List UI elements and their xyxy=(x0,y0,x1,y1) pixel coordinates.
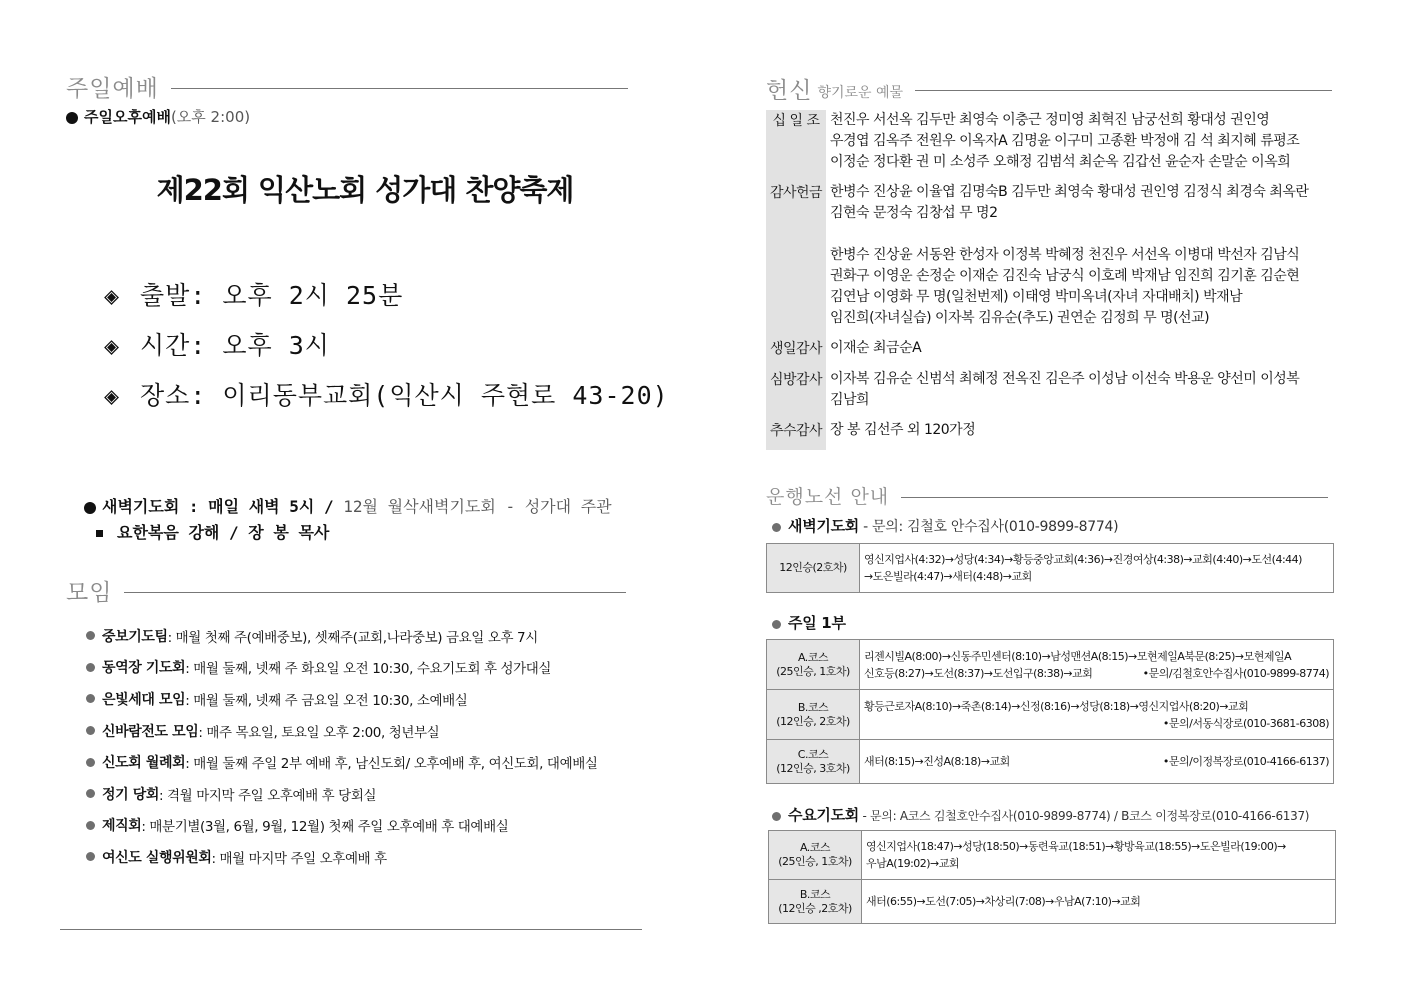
dawn-bus-contact: - 문의: 김철호 안수집사(010-9899-8774) xyxy=(858,519,1119,535)
dawn-bus-header xyxy=(772,515,1118,536)
meeting-detail: : 매월 둘째, 넷째 주 금요일 오전 10:30, 소예배실 xyxy=(185,692,468,709)
route-contact: •문의/이정복장로(010-4166-6137) xyxy=(1162,755,1329,768)
names-line: 이자복 김유순 신범석 최혜정 전옥진 김은주 이성남 이선숙 박용운 양선미 이성복 xyxy=(830,371,1300,387)
sunday-bus-table xyxy=(766,639,1334,784)
table-row xyxy=(769,831,1336,880)
offering-names xyxy=(826,182,1346,329)
names-line: 김남희 xyxy=(830,392,870,408)
list-item xyxy=(86,620,598,652)
route-line: 새터(6:55)→도선(7:05)→차상리(7:08)→우남A(7:10)→교회 xyxy=(866,895,1141,908)
names-line xyxy=(830,224,1346,245)
meetings-section-header xyxy=(66,574,626,607)
route-label xyxy=(767,640,860,690)
meeting-name: 중보기도팀 xyxy=(102,628,168,645)
meeting-name: 동역장 기도회 xyxy=(102,660,186,677)
square-bullet-icon xyxy=(96,530,103,537)
route-vehicle: (25인승, 1호차) xyxy=(776,664,850,678)
route-line xyxy=(864,665,1329,682)
names-line: 천진우 서선옥 김두만 최영숙 이충근 정미영 최혁진 남궁선희 황대성 권인영 xyxy=(830,112,1270,128)
meeting-detail: : 매월 둘째, 넷째 주 화요일 오전 10:30, 수요기도회 후 성가대실 xyxy=(185,661,552,678)
route-course: B.코스 xyxy=(797,700,829,714)
offering-label: 추수감사 xyxy=(766,420,826,450)
offering-names xyxy=(826,369,1346,411)
offering-label: 감사헌금 xyxy=(766,182,826,329)
route-stops xyxy=(862,831,1336,880)
wednesday-bus-table xyxy=(768,830,1336,924)
info-place xyxy=(104,376,669,412)
route-course: A.코스 xyxy=(797,650,829,664)
meeting-name: 은빛세대 모임 xyxy=(102,691,186,708)
worship-section-header xyxy=(66,70,628,103)
route-label xyxy=(767,690,860,740)
table-row xyxy=(767,544,1334,593)
route-line: 우남A(19:02)→교회 xyxy=(866,857,960,870)
table-row xyxy=(766,369,1346,411)
offering-section-header xyxy=(766,72,1332,105)
route-course: A.코스 xyxy=(799,841,831,854)
route-line: 영신지업사(4:32)→성당(4:34)→황등중앙교회(4:36)→진경여상(4:38)→교회(4:40)→도선(4:44) xyxy=(864,553,1302,566)
names-line: 임진희(자녀실습) 이자복 김유순(추도) 권연순 김정희 무 명(선교) xyxy=(830,310,1210,326)
bullet-icon xyxy=(84,502,96,514)
route-stops xyxy=(860,544,1334,593)
bullet-icon xyxy=(86,726,95,735)
names-line: 우경엽 김옥주 전원우 이옥자A 김명윤 이구미 고종환 박정애 김 석 최지혜 류평조 xyxy=(830,133,1300,149)
list-item xyxy=(86,841,598,873)
table-row xyxy=(767,740,1334,784)
sunday-bus-label: 주일 1부 xyxy=(788,614,846,632)
table-row xyxy=(766,338,1346,360)
table-row xyxy=(766,182,1346,329)
table-row xyxy=(766,110,1346,173)
route-vehicle: (25인승, 1호차) xyxy=(778,855,852,868)
list-item xyxy=(86,652,598,684)
page-bottom-divider xyxy=(60,929,642,930)
section-divider xyxy=(915,90,1332,91)
names-line: 김현숙 문정숙 김창섭 무 명2 xyxy=(830,205,998,221)
offering-names xyxy=(826,110,1346,173)
offering-names xyxy=(826,338,1346,360)
afternoon-service-line xyxy=(66,106,250,127)
names-line: 김연남 이영화 무 명(일천번제) 이태영 박미옥녀(자녀 자대배치) 박재남 xyxy=(830,289,1243,305)
table-row xyxy=(766,420,1346,450)
route-line-tail: 신호등(8:27)→도선(8:37)→도선입구(8:38)→교회 xyxy=(864,666,1093,680)
route-stops xyxy=(860,690,1334,740)
separator: / xyxy=(314,497,344,516)
section-divider xyxy=(171,88,628,89)
route-vehicle: (12인승, 3호차) xyxy=(776,761,850,775)
route-stops xyxy=(862,880,1336,924)
list-item xyxy=(86,778,598,810)
bullet-icon xyxy=(86,789,95,798)
names-line: 이정순 정다환 권 미 소성주 오해정 김범석 최순옥 김갑선 윤순자 손말순 이옥희 xyxy=(830,154,1291,170)
bullet-icon xyxy=(772,523,781,532)
sunday-bus-header xyxy=(772,612,846,633)
section-divider xyxy=(124,592,626,593)
route-label xyxy=(769,880,862,924)
route-line: 황등근로자A(8:10)→죽촌(8:14)→신정(8:16)→성당(8:18)→영신지업사(8:20)→교회 xyxy=(864,699,1249,713)
worship-section-title: 주일예배 xyxy=(66,76,159,102)
route-line-tail: 새터(8:15)→진성A(8:18)→교회 xyxy=(864,755,1010,768)
names-line: 장 봉 김선주 외 120가정 xyxy=(830,422,976,438)
meeting-name: 여신도 실행위원회 xyxy=(102,849,212,866)
table-row xyxy=(767,640,1334,690)
meeting-detail: : 매월 마지막 주일 오후예배 후 xyxy=(211,850,387,867)
route-label xyxy=(767,740,860,784)
meeting-detail: : 매분기별(3월, 6월, 9월, 12월) 첫째 주일 오후예배 후 대예배실 xyxy=(141,819,509,836)
bullet-icon xyxy=(86,758,95,767)
diamond-icon: ◈ xyxy=(104,331,121,360)
route-label xyxy=(769,831,862,880)
wednesday-bus-contact: - 문의: A코스 김철호안수집사(010-9899-8774) / B코스 이정복장로(010-4166-6137) xyxy=(858,809,1310,823)
list-item xyxy=(86,715,598,747)
dawn-bus-label: 새벽기도회 xyxy=(788,517,859,535)
bullet-icon xyxy=(66,112,78,124)
route-stops xyxy=(860,640,1334,690)
route-label: 12인승(2호차) xyxy=(767,544,860,593)
route-line: 영신지업사(18:47)→성당(18:50)→동련육교(18:51)→황방육교(18:55)→도은빌라(19:00)→ xyxy=(866,840,1286,853)
bullet-icon xyxy=(86,663,95,672)
bullet-icon xyxy=(772,812,781,821)
route-stops xyxy=(860,740,1334,784)
festival-title: 제22회 익산노회 성가대 찬양축제 xyxy=(156,173,574,207)
meeting-name: 신도회 월례회 xyxy=(102,755,186,772)
list-item xyxy=(86,683,598,715)
dawn-prayer-sub-text: 요한복음 강해 / 장 봉 목사 xyxy=(117,523,330,542)
bullet-icon xyxy=(86,694,95,703)
bullet-icon xyxy=(86,852,95,861)
offering-label: 생일감사 xyxy=(766,338,826,360)
names-line: 한병수 진상윤 이율엽 김명숙B 김두만 최영숙 황대성 권인영 김정식 최경숙 최옥란 xyxy=(830,184,1309,200)
info-text: 장소: 이리동부교회(익산시 주현로 43-20) xyxy=(140,381,669,410)
meeting-detail: : 매주 목요일, 토요일 오후 2:00, 청년부실 xyxy=(198,724,440,741)
route-course: B.코스 xyxy=(799,887,831,901)
dawn-bus-table xyxy=(766,543,1334,593)
meetings-list xyxy=(86,620,598,873)
table-row xyxy=(767,690,1334,740)
route-line: 리젠시빌A(8:00)→신동주민센터(8:10)→남성맨션A(8:15)→모현제일A북문(8:25)→모현제일A xyxy=(864,649,1292,663)
route-vehicle: (12인승, 2호차) xyxy=(776,714,850,728)
route-contact: •문의/김철호안수집사(010-9899-8774) xyxy=(1142,666,1329,680)
names-line: 권화구 이영운 손정순 이재순 김진숙 남궁식 이호례 박재남 임진희 김기훈 김순현 xyxy=(830,268,1300,284)
meeting-detail: : 매월 첫째 주(예배중보), 셋째주(교회,나라중보) 금요일 오후 7시 xyxy=(167,629,538,646)
dawn-prayer-sub xyxy=(96,520,329,543)
names-line: 한병수 진상윤 서동완 한성자 이정복 박혜정 천진우 서선옥 이병대 박선자 김남식 xyxy=(830,247,1300,263)
names-line: 이재순 최금순A xyxy=(830,340,922,356)
offering-label: 십 일 조 xyxy=(766,110,826,173)
offering-names xyxy=(826,420,1346,450)
meeting-name: 제직회 xyxy=(102,818,142,835)
offering-table xyxy=(766,110,1346,450)
info-text: 시간: 오후 3시 xyxy=(140,331,330,360)
route-course: C.코스 xyxy=(797,747,829,761)
offering-label: 심방감사 xyxy=(766,369,826,411)
service-time: (오후 2:00) xyxy=(170,108,251,126)
meetings-section-title: 모임 xyxy=(66,580,113,606)
meeting-detail: : 격월 마지막 주일 오후예배 후 당회실 xyxy=(158,787,377,804)
dawn-prayer-label: 새벽기도회 : 매일 새벽 5시 xyxy=(102,497,315,516)
info-time xyxy=(104,326,330,362)
offering-section-title: 헌신 xyxy=(766,78,813,104)
offering-section-subtitle: 향기로운 예물 xyxy=(817,84,904,101)
bullet-icon xyxy=(86,821,95,830)
bullet-icon xyxy=(86,631,95,640)
meeting-name: 정기 당회 xyxy=(102,786,159,803)
meeting-name: 신바람전도 모임 xyxy=(102,723,199,740)
route-line xyxy=(864,753,1329,770)
table-row xyxy=(769,880,1336,924)
dawn-prayer-detail: 12월 월삭새벽기도회 - 성가대 주관 xyxy=(343,497,612,516)
section-divider xyxy=(901,497,1328,498)
bus-section-title: 운행노선 안내 xyxy=(766,486,890,508)
info-departure xyxy=(104,276,403,312)
diamond-icon: ◈ xyxy=(104,381,121,410)
route-vehicle: (12인승 ,2호차) xyxy=(778,901,852,915)
bullet-icon xyxy=(772,620,781,629)
wednesday-bus-header xyxy=(772,804,1309,825)
wednesday-bus-label: 수요기도회 xyxy=(788,806,859,824)
meeting-detail: : 매월 둘째 주일 2부 예배 후, 남신도회/ 오후예배 후, 여신도회, 대예배실 xyxy=(185,756,598,773)
list-item xyxy=(86,746,598,778)
dawn-prayer-line xyxy=(84,494,612,517)
info-text: 출발: 오후 2시 25분 xyxy=(140,281,404,310)
diamond-icon: ◈ xyxy=(104,281,121,310)
route-line: →도은빌라(4:47)→새터(4:48)→교회 xyxy=(864,570,1032,583)
route-contact: •문의/서동식장로(010-3681-6308) xyxy=(1162,716,1329,730)
list-item xyxy=(86,810,598,842)
service-label: 주일오후예배 xyxy=(84,108,171,126)
bus-section-header xyxy=(766,482,1328,509)
